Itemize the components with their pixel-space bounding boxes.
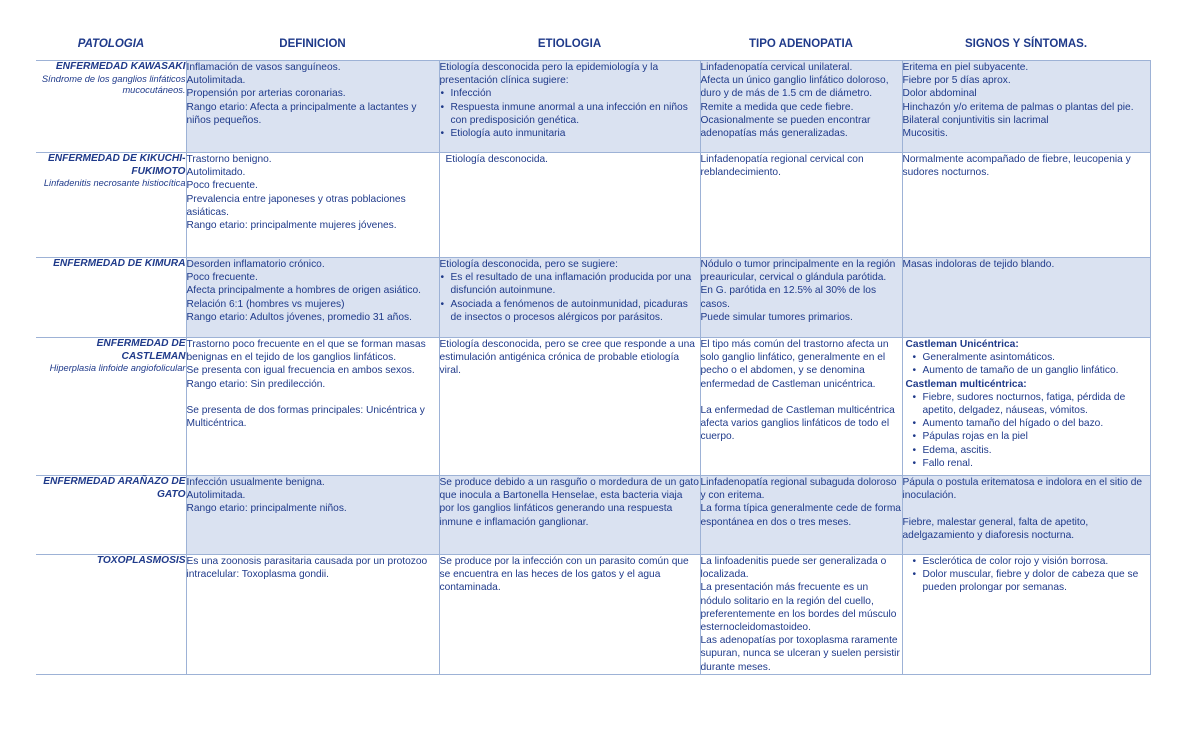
pathology-cell xyxy=(36,153,186,258)
text-line: Trastorno benigno. xyxy=(186,154,272,165)
text-line: Masas indoloras de tejido blando. xyxy=(902,259,1055,270)
tipo-cell xyxy=(700,555,902,675)
text-line: Se produce debido a un rasguño o mordedura de un gato que inocula a Bartonella Henselae, esta bacteria viaja por los ganglios linfáticos generando una respuesta inmune e inflamación ganglionar. xyxy=(439,477,699,528)
definicion-cell xyxy=(186,338,439,476)
spacer xyxy=(187,391,439,404)
text-line: Poco frecuente. xyxy=(186,272,258,284)
text-line: Se presenta con igual frecuencia en ambos sexos. xyxy=(186,365,415,377)
pathology-alias: Hiperplasia linfoide angiofolicular xyxy=(49,363,186,373)
etiologia-cell xyxy=(439,555,700,675)
text-line: Rango etario: Sin predilección. xyxy=(186,378,326,390)
header-patologia: PATOLOGIA xyxy=(36,38,186,61)
pathology-cell xyxy=(36,258,186,338)
tipo-cell xyxy=(700,61,902,153)
etiologia-cell xyxy=(439,476,700,555)
header-signos-sintomas: SIGNOS Y SÍNTOMAS. xyxy=(902,38,1150,61)
tipo-cell xyxy=(700,476,902,555)
signos-cell xyxy=(902,338,1150,476)
text-line: Infección usualmente benigna. xyxy=(186,477,325,488)
bullet-item: • Fallo renal. xyxy=(903,457,1150,470)
subheading: Castleman multicéntrica: xyxy=(905,378,1027,390)
bullet-item: • Dolor muscular, fiebre y dolor de cabeza que se pueden prolongar por semanas. xyxy=(903,568,1150,594)
text-line: Dolor abdominal xyxy=(902,88,977,100)
text-line: Rango etario: Afecta a principalmente a lactantes y niños pequeños. xyxy=(186,101,417,126)
header-row xyxy=(36,38,1150,61)
text-line: Autolimitada. xyxy=(186,490,246,502)
bullet-item: • Infección xyxy=(440,87,700,100)
text-line: Afecta un único ganglio linfático doloroso, duro y de más de 1.5 cm de diámetro. xyxy=(700,75,889,100)
pathology-alias: Linfadenitis necrosante histiocítica xyxy=(43,178,186,188)
text-line: Prevalencia entre japoneses y otras poblaciones asiáticas. xyxy=(186,193,406,218)
text-line: Etiología desconocida. xyxy=(445,154,549,165)
tipo-cell xyxy=(700,153,902,258)
text-line: Fiebre, malestar general, falta de apetito, adelgazamiento y diaforesis nocturna. xyxy=(902,516,1089,541)
bullet-item: • Pápulas rojas en la piel xyxy=(903,430,1150,443)
etiologia-cell xyxy=(439,153,700,258)
text-line: Ocasionalmente se pueden encontrar adenopatías más generalizadas. xyxy=(700,114,871,140)
signos-cell xyxy=(902,153,1150,258)
signos-cell xyxy=(902,555,1150,675)
header-tipo-adenopatia: TIPO ADENOPATIA xyxy=(700,38,902,61)
pathology-cell xyxy=(36,61,186,153)
bullet-item: • Edema, ascitis. xyxy=(903,444,1150,457)
text-line: Pápula o postula eritematosa e indolora en el sitio de inoculación. xyxy=(902,477,1143,502)
text-line: Etiología desconocida pero la epidemiología y la presentación clínica sugiere: xyxy=(439,62,659,87)
bullet-item: • Es el resultado de una inflamación producida por una disfunción autoinmune. xyxy=(440,271,700,297)
definicion-cell xyxy=(186,258,439,338)
table-row xyxy=(36,555,1150,675)
text-line: Mucositis. xyxy=(902,128,948,140)
text-line: Rango etario: Adultos jóvenes, promedio 31 años. xyxy=(186,311,412,323)
table-row xyxy=(36,476,1150,555)
text-line: La presentación más frecuente es un nódulo solitario en la región del cuello, preferentemente en los bordes del músculo esternocleidomastoideo. xyxy=(700,582,897,634)
pathology-name: ENFERMEDAD DE KIMURA xyxy=(53,258,186,269)
text-line: Etiología desconocida, pero se sugiere: xyxy=(439,259,618,270)
bullet-item: • Aumento de tamaño de un ganglio linfático. xyxy=(903,364,1150,377)
text-line: La enfermedad de Castleman multicéntrica afecta varios ganglios linfáticos de todo el cuerpo. xyxy=(700,405,895,443)
tipo-cell xyxy=(700,258,902,338)
bullet-item: • Asociada a fenómenos de autoinmunidad, picaduras de insectos o procesos alérgicos por parásitos. xyxy=(440,298,700,324)
text-line: La linfoadenitis puede ser generalizada o localizada. xyxy=(700,556,887,581)
bullet-item: • Aumento tamaño del hígado o del bazo. xyxy=(903,417,1150,430)
spacer xyxy=(903,502,1150,515)
text-line: Trastorno poco frecuente en el que se forman masas benignas en el tejido de los ganglios linfáticos. xyxy=(186,339,426,364)
text-line: Relación 6:1 (hombres vs mujeres) xyxy=(186,298,345,310)
text-line: En G. parótida en 12.5% al 30% de los casos. xyxy=(700,285,877,310)
signos-cell xyxy=(902,476,1150,555)
pathology-alias: Síndrome de los ganglios linfáticos mucocutáneos. xyxy=(41,73,186,95)
pathology-cell xyxy=(36,476,186,555)
etiologia-cell xyxy=(439,338,700,476)
text-line: Linfadenopatía cervical unilateral. xyxy=(700,62,853,73)
subheading: Castleman Unicéntrica: xyxy=(905,339,1019,350)
text-line: Las adenopatías por toxoplasma raramente supuran, nunca se ulceran y suelen persistir durante meses. xyxy=(700,635,900,673)
text-line: Linfadenopatía regional cervical con reblandecimiento. xyxy=(700,154,864,179)
tipo-cell xyxy=(700,338,902,476)
text-line: Puede simular tumores primarios. xyxy=(700,311,853,323)
header-etiologia: ETIOLOGIA xyxy=(439,38,700,61)
bullet-item: • Generalmente asintomáticos. xyxy=(903,351,1150,364)
text-line: Rango etario: principalmente niños. xyxy=(186,503,347,515)
text-line: Fiebre por 5 días aprox. xyxy=(902,75,1011,87)
pathology-name: TOXOPLASMOSIS xyxy=(96,555,186,566)
text-line: Se produce por la infección con un parasito común que se encuentra en las heces de los gatos y el agua contaminada. xyxy=(439,556,689,594)
text-line: Hinchazón y/o eritema de palmas o plantas del pie. xyxy=(902,101,1134,113)
text-line: La forma típica generalmente cede de forma espontánea en dos o tres meses. xyxy=(700,503,901,528)
text-line: Autolimitada. xyxy=(186,75,246,87)
definicion-cell xyxy=(186,476,439,555)
bullet-item: • Fiebre, sudores nocturnos, fatiga, pérdida de apetito, delgadez, náuseas, vómitos. xyxy=(903,391,1150,417)
text-line: Desorden inflamatorio crónico. xyxy=(186,259,325,270)
text-line: Es una zoonosis parasitaria causada por un protozoo intracelular: Toxoplasma gondii. xyxy=(186,556,428,581)
text-line: Se presenta de dos formas principales: Unicéntrica y Multicéntrica. xyxy=(186,405,425,430)
table-row xyxy=(36,153,1150,258)
text-line: Autolimitado. xyxy=(186,167,246,179)
bullet-item: • Etiología auto inmunitaria xyxy=(440,127,700,140)
text-line: Etiología desconocida, pero se cree que responde a una estimulación antigénica crónica de probable etiología viral. xyxy=(439,339,695,377)
text-line: Remite a medida que cede fiebre. xyxy=(700,101,854,113)
bullet-item: • Respuesta inmune anormal a una infección en niños con predisposición genética. xyxy=(440,101,700,127)
pathology-name: ENFERMEDAD KAWASAKI xyxy=(55,61,186,72)
etiologia-cell xyxy=(439,258,700,338)
pathology-name: ENFERMEDAD DE CASTLEMAN xyxy=(96,338,186,362)
header-definicion: DEFINICION xyxy=(186,38,439,61)
text-line: Rango etario: principalmente mujeres jóvenes. xyxy=(186,220,397,232)
bullet-item: • Esclerótica de color rojo y visión borrosa. xyxy=(903,555,1150,568)
pathology-name: ENFERMEDAD DE KIKUCHI-FUKIMOTO xyxy=(47,153,186,177)
table-row xyxy=(36,61,1150,153)
text-line: Eritema en piel subyacente. xyxy=(902,62,1029,73)
pathology-cell xyxy=(36,555,186,675)
signos-cell xyxy=(902,258,1150,338)
pathology-table xyxy=(36,38,1151,675)
text-line: Bilateral conjuntivitis sin lacrimal xyxy=(902,114,1049,126)
pathology-name: ENFERMEDAD ARAÑAZO DE GATO xyxy=(43,476,186,500)
text-line: Afecta principalmente a hombres de origen asiático. xyxy=(186,285,421,297)
text-line: Normalmente acompañado de fiebre, leucopenia y sudores nocturnos. xyxy=(902,154,1131,179)
text-line: El tipo más común del trastorno afecta un solo ganglio linfático, generalmente en el pecho o el abdomen, y se denomina enfermedad de Castleman unicéntrica. xyxy=(700,339,889,390)
spacer xyxy=(701,391,902,404)
text-line: Inflamación de vasos sanguíneos. xyxy=(186,62,341,73)
table-row xyxy=(36,258,1150,338)
definicion-cell xyxy=(186,555,439,675)
signos-cell xyxy=(902,61,1150,153)
text-line: Linfadenopatía regional subaguda doloroso y con eritema. xyxy=(700,477,897,502)
table-row xyxy=(36,338,1150,476)
pathology-cell xyxy=(36,338,186,476)
etiologia-cell xyxy=(439,61,700,153)
text-line: Poco frecuente. xyxy=(186,180,258,192)
definicion-cell xyxy=(186,153,439,258)
document-page xyxy=(36,38,1150,675)
text-line: Nódulo o tumor principalmente en la región preauricular, cervical o glándula parótida. xyxy=(700,259,896,284)
text-line: Propensión por arterias coronarias. xyxy=(186,88,346,100)
definicion-cell xyxy=(186,61,439,153)
